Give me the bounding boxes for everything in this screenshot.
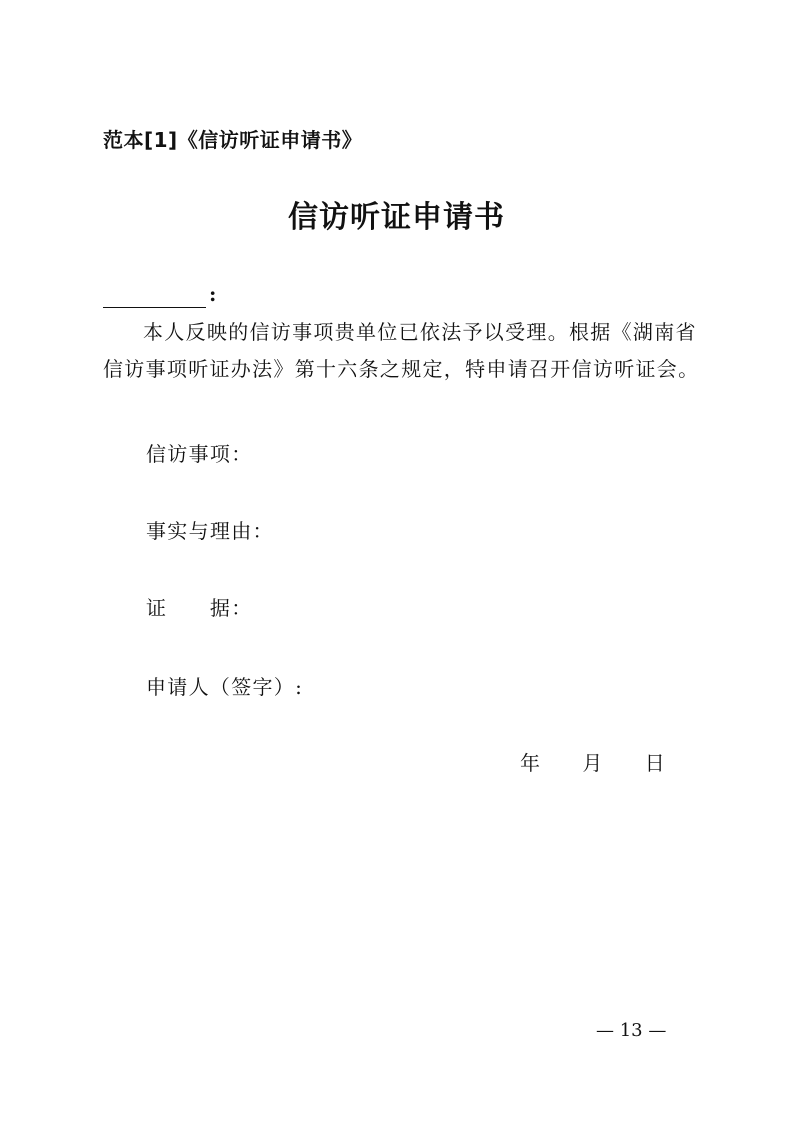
- page-number: — 13 —: [596, 1020, 667, 1041]
- addressee-blank-line: [103, 307, 206, 308]
- date-month-label: 月: [582, 751, 603, 775]
- sample-heading: 范本[1]《信访听证申请书》: [103, 128, 363, 152]
- field-label-facts: 事实与理由：: [146, 519, 274, 543]
- field-label-evidence: 证 据：: [146, 596, 253, 620]
- addressee-colon: :: [209, 282, 217, 306]
- date-line: [520, 747, 665, 776]
- field-label-applicant: 申请人（签字）:: [146, 675, 304, 699]
- date-day-label: 日: [644, 751, 665, 775]
- document-title: 信访听证申请书: [288, 200, 505, 235]
- field-label-matter: 信访事项：: [146, 442, 253, 466]
- body-text-line-1: 本人反映的信访事项贵单位已依法予以受理。根据《湖南省: [143, 320, 697, 344]
- date-year-label: 年: [520, 751, 540, 775]
- addressee-field: [103, 282, 221, 310]
- body-text-line-2: 信访事项听证办法》第十六条之规定，特申请召开信访听证会。: [103, 357, 700, 381]
